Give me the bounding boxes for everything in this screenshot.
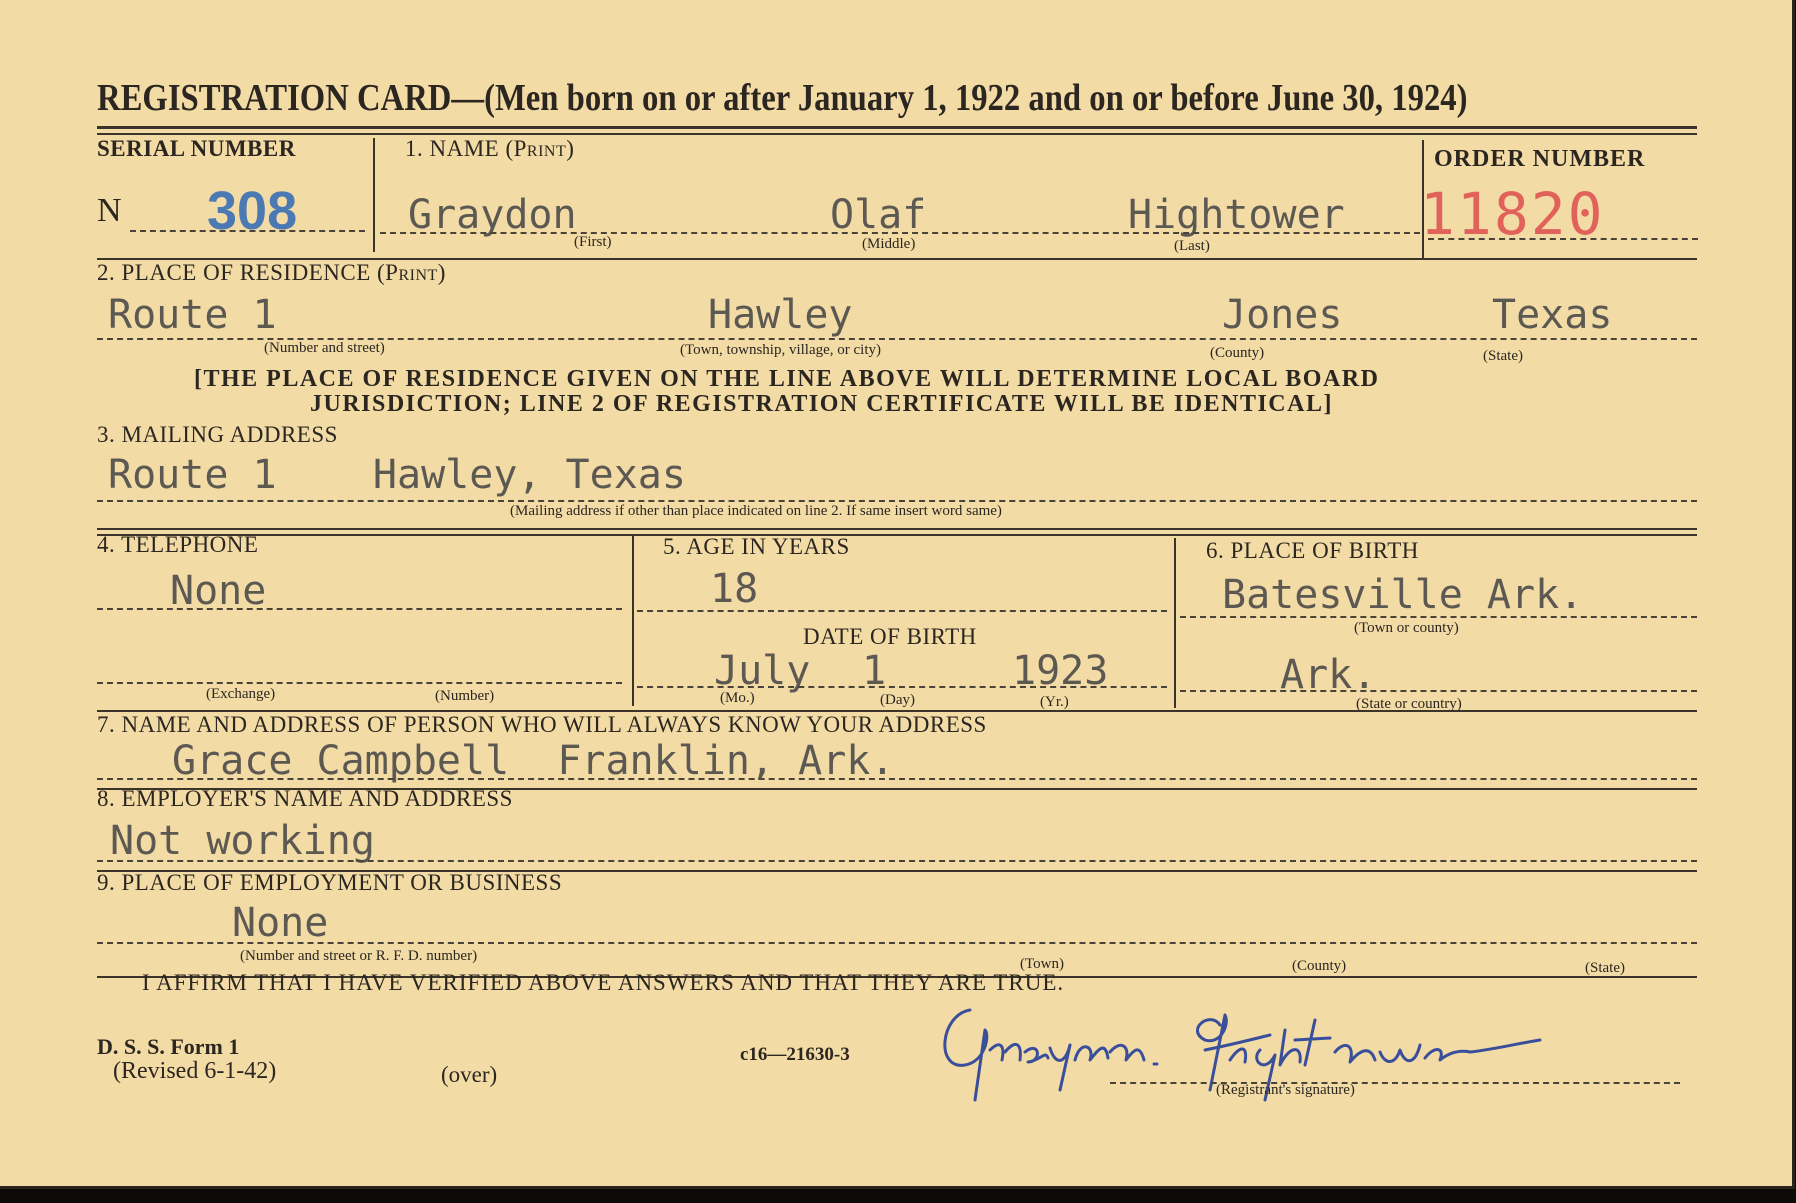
order-line xyxy=(1428,238,1698,240)
name-last-caption: (Last) xyxy=(1174,238,1210,254)
birthplace-town-caption: (Town or county) xyxy=(1354,620,1459,636)
employer-line xyxy=(97,860,1697,862)
telephone-exchange-caption: (Exchange) xyxy=(206,686,276,702)
affirmation-text: I AFFIRM THAT I HAVE VERIFIED ABOVE ANSWERS AND THAT THEY ARE TRUE. xyxy=(142,970,1065,995)
residence-town: Hawley xyxy=(708,292,853,338)
name-label: 1. NAME (Print) xyxy=(405,136,575,161)
birthplace-line xyxy=(1180,616,1697,618)
birthplace-label: 6. PLACE OF BIRTH xyxy=(1206,538,1419,563)
dob-day: 1 xyxy=(862,648,887,694)
employment-state-caption: (State) xyxy=(1585,960,1625,976)
employment-county-caption: (County) xyxy=(1292,958,1347,974)
employment-town-caption: (Town) xyxy=(1020,956,1064,972)
residence-state: Texas xyxy=(1492,292,1613,338)
card-title: REGISTRATION CARD—(Men born on or after January 1, 1922 and on or before June 30, 1924) xyxy=(97,77,1468,119)
serial-divider xyxy=(373,138,375,252)
mailing-value: Route 1 Hawley, Texas xyxy=(108,452,686,498)
serial-number-label: SERIAL NUMBER xyxy=(97,136,296,161)
residence-street-caption: (Number and street) xyxy=(264,340,385,356)
name-first: Graydon xyxy=(408,192,577,238)
serial-line xyxy=(130,230,365,232)
age-value: 18 xyxy=(710,566,759,612)
employment-street-caption: (Number and street or R. F. D. number) xyxy=(240,948,478,964)
birthplace-state-caption: (State or country) xyxy=(1356,696,1462,712)
telephone-number-caption: (Number) xyxy=(435,688,495,704)
contact-value: Grace Campbell Franklin, Ark. xyxy=(172,738,895,784)
telephone-line-2 xyxy=(97,682,622,684)
name-line xyxy=(380,232,1420,234)
row3-rule-2 xyxy=(97,534,1697,536)
notice-line-2: JURISDICTION; LINE 2 OF REGISTRATION CERTIFICATE WILL BE IDENTICAL] xyxy=(310,391,1333,417)
residence-label: 2. PLACE OF RESIDENCE (Print) xyxy=(97,260,446,285)
signature-line xyxy=(1110,1082,1680,1084)
dob-line xyxy=(637,686,1167,688)
dob-month: July xyxy=(714,648,811,694)
dob-month-caption: (Mo.) xyxy=(720,690,755,706)
name-first-caption: (First) xyxy=(574,234,612,250)
name-middle: Olaf xyxy=(830,192,927,238)
dob-year-caption: (Yr.) xyxy=(1040,694,1069,710)
mailing-caption: (Mailing address if other than place indicated on line 2. If same insert word same) xyxy=(510,503,1002,519)
signature-caption: (Registrant's signature) xyxy=(1216,1082,1355,1098)
mailing-line xyxy=(97,500,1697,502)
employer-value: Not working xyxy=(110,818,375,864)
form-code: c16—21630-3 xyxy=(740,1044,850,1065)
residence-town-caption: (Town, township, village, or city) xyxy=(680,342,881,358)
dob-label: DATE OF BIRTH xyxy=(803,624,977,649)
birthplace-town: Batesville Ark. xyxy=(1222,572,1584,618)
contact-label: 7. NAME AND ADDRESS OF PERSON WHO WILL ALWAYS KNOW YOUR ADDRESS xyxy=(97,712,987,737)
telephone-line xyxy=(97,608,622,610)
name-last: Hightower xyxy=(1128,192,1345,238)
employer-label: 8. EMPLOYER'S NAME AND ADDRESS xyxy=(97,786,513,811)
contact-line xyxy=(97,778,1697,780)
form-over: (over) xyxy=(441,1062,498,1087)
order-number-label: ORDER NUMBER xyxy=(1434,146,1646,172)
birthplace-state-line xyxy=(1180,690,1697,692)
residence-state-caption: (State) xyxy=(1483,348,1523,364)
title-rule-2 xyxy=(97,133,1697,135)
telephone-value: None xyxy=(170,568,267,614)
residence-county: Jones xyxy=(1222,292,1343,338)
residence-county-caption: (County) xyxy=(1210,345,1265,361)
age-label: 5. AGE IN YEARS xyxy=(663,534,850,559)
notice-line-1: [THE PLACE OF RESIDENCE GIVEN ON THE LINE ABOVE WILL DETERMINE LOCAL BOARD xyxy=(194,366,1380,392)
phone-divider xyxy=(632,534,634,706)
telephone-label: 4. TELEPHONE xyxy=(97,532,259,557)
form-name: D. S. S. Form 1 xyxy=(97,1034,240,1059)
order-number-value: 11820 xyxy=(1420,180,1605,248)
row3-rule xyxy=(97,528,1697,530)
birthplace-state: Ark. xyxy=(1280,652,1377,698)
employment-place-label: 9. PLACE OF EMPLOYMENT OR BUSINESS xyxy=(97,870,563,895)
dob-year: 1923 xyxy=(1012,648,1109,694)
employment-place-line xyxy=(97,942,1697,944)
age-divider xyxy=(1174,538,1176,708)
age-line xyxy=(637,610,1167,612)
mailing-label: 3. MAILING ADDRESS xyxy=(97,422,338,447)
dob-day-caption: (Day) xyxy=(880,692,915,708)
form-revised: (Revised 6-1-42) xyxy=(113,1058,277,1084)
serial-prefix: N xyxy=(97,192,122,229)
residence-street: Route 1 xyxy=(108,292,277,338)
serial-number-value: 308 xyxy=(207,181,298,241)
employment-place-value: None xyxy=(232,900,329,946)
name-middle-caption: (Middle) xyxy=(862,236,916,252)
title-rule xyxy=(97,126,1697,129)
